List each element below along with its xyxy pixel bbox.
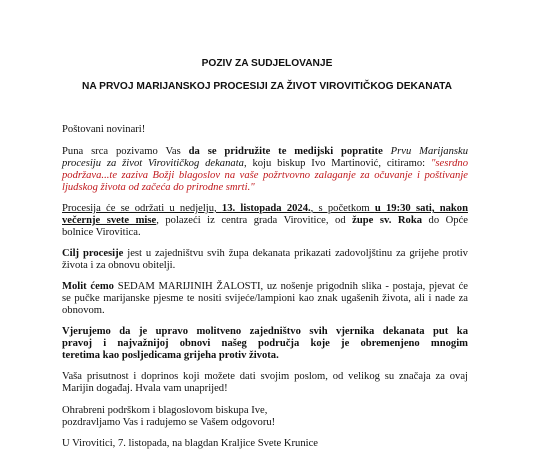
- p1-italic-2: procesiju za život Virovitičkog dekanata: [62, 158, 244, 169]
- title-line-2: NA PRVOJ MARIJANSKOJ PROCESIJI ZA ŽIVOT VIROVITIČKOG DEKANATA: [82, 81, 452, 92]
- paragraph-4-line-3: obnovom.: [62, 305, 105, 316]
- p2-parish: župe sv. Roka: [352, 215, 423, 226]
- paragraph-1-line-4: ljudskog života od začeća do prirodne smrti.": [62, 182, 255, 193]
- p3-bold: Cilj procesije: [62, 248, 124, 259]
- paragraph-7-line-2: pozdravljamo Vas i radujemo se Vašem odgovoru!: [62, 417, 276, 428]
- p2-text-4: do Opće: [422, 215, 468, 226]
- p2-time: u 19:30 sati, nakon: [374, 203, 468, 214]
- p1-bold: da se pridružite te medijski popratite: [188, 146, 383, 157]
- p1-italic: Prvu Marijansku: [382, 146, 468, 157]
- p4-bold: Molit ćemo: [62, 281, 114, 292]
- p1-text: Puna srca pozivamo Vas: [62, 146, 189, 157]
- paragraph-4-line-2: se pučke marijanske pjesme te nositi svijeće/lampioni kao znak ugašenih života, ali i nade za: [62, 293, 468, 304]
- paragraph-5-line-3: teretima kao posljedicama grijeha protiv života.: [62, 350, 279, 361]
- p1-quote-start: "sesrdno: [430, 158, 468, 169]
- paragraph-5-line-2: pravoj i najvažnijoj obnovi našeg područja koje je obremenjeno mnogim: [62, 338, 468, 349]
- paragraph-1-line-3: podržava...te zaziva Božji blagoslov na vaše požrtvovno zalaganje za očuvanje i poštivanje: [62, 170, 468, 181]
- title-line-1: POZIV ZA SUDJELOVANJE: [201, 58, 333, 69]
- paragraph-7-line-1: Ohrabreni podrškom i blagoslovom biskupa Ive,: [62, 405, 268, 416]
- p2-text: Procesija će se održati u nedjelju,: [62, 203, 222, 214]
- p2-text-2: , s početkom: [310, 203, 375, 214]
- place-date-line: U Virovitici, 7. listopada, na blagdan Kraljice Svete Krunice: [62, 438, 318, 449]
- paragraph-6-line-1: Vaša prisutnost i doprinos koji možete dati svojim poslom, od velikog su značaja za ovaj: [62, 371, 468, 382]
- p2-text-3: , polazeći iz centra grada Virovitice, od: [156, 215, 353, 226]
- paragraph-2-line-3: bolnice Virovitica.: [62, 227, 141, 238]
- p2-date: 13. listopada 2024.: [221, 203, 311, 214]
- paragraph-6-line-2: Marijin događaj. Hvala vam unaprijed!: [62, 383, 228, 394]
- paragraph-5-line-1: Vjerujemo da je upravo molitveno zajedništvo svih vjernika dekanata put ka: [62, 326, 468, 337]
- p1-text-2: , koju biskup Ivo Martinović, citiramo:: [243, 158, 431, 169]
- greeting: Poštovani novinari!: [62, 124, 146, 135]
- paragraph-3-line-2: života i za obnovu obitelji.: [62, 260, 176, 271]
- p4-text: SEDAM MARIJINIH ŽALOSTI, uz nošenje prigodnih slika - postaja, pjevat će: [113, 281, 468, 292]
- p3-text: jest u zajedništvu svih župa dekanata prikazati zadovoljštinu za grijehe protiv: [123, 248, 468, 259]
- p2-mass: večernje svete mise: [62, 215, 157, 226]
